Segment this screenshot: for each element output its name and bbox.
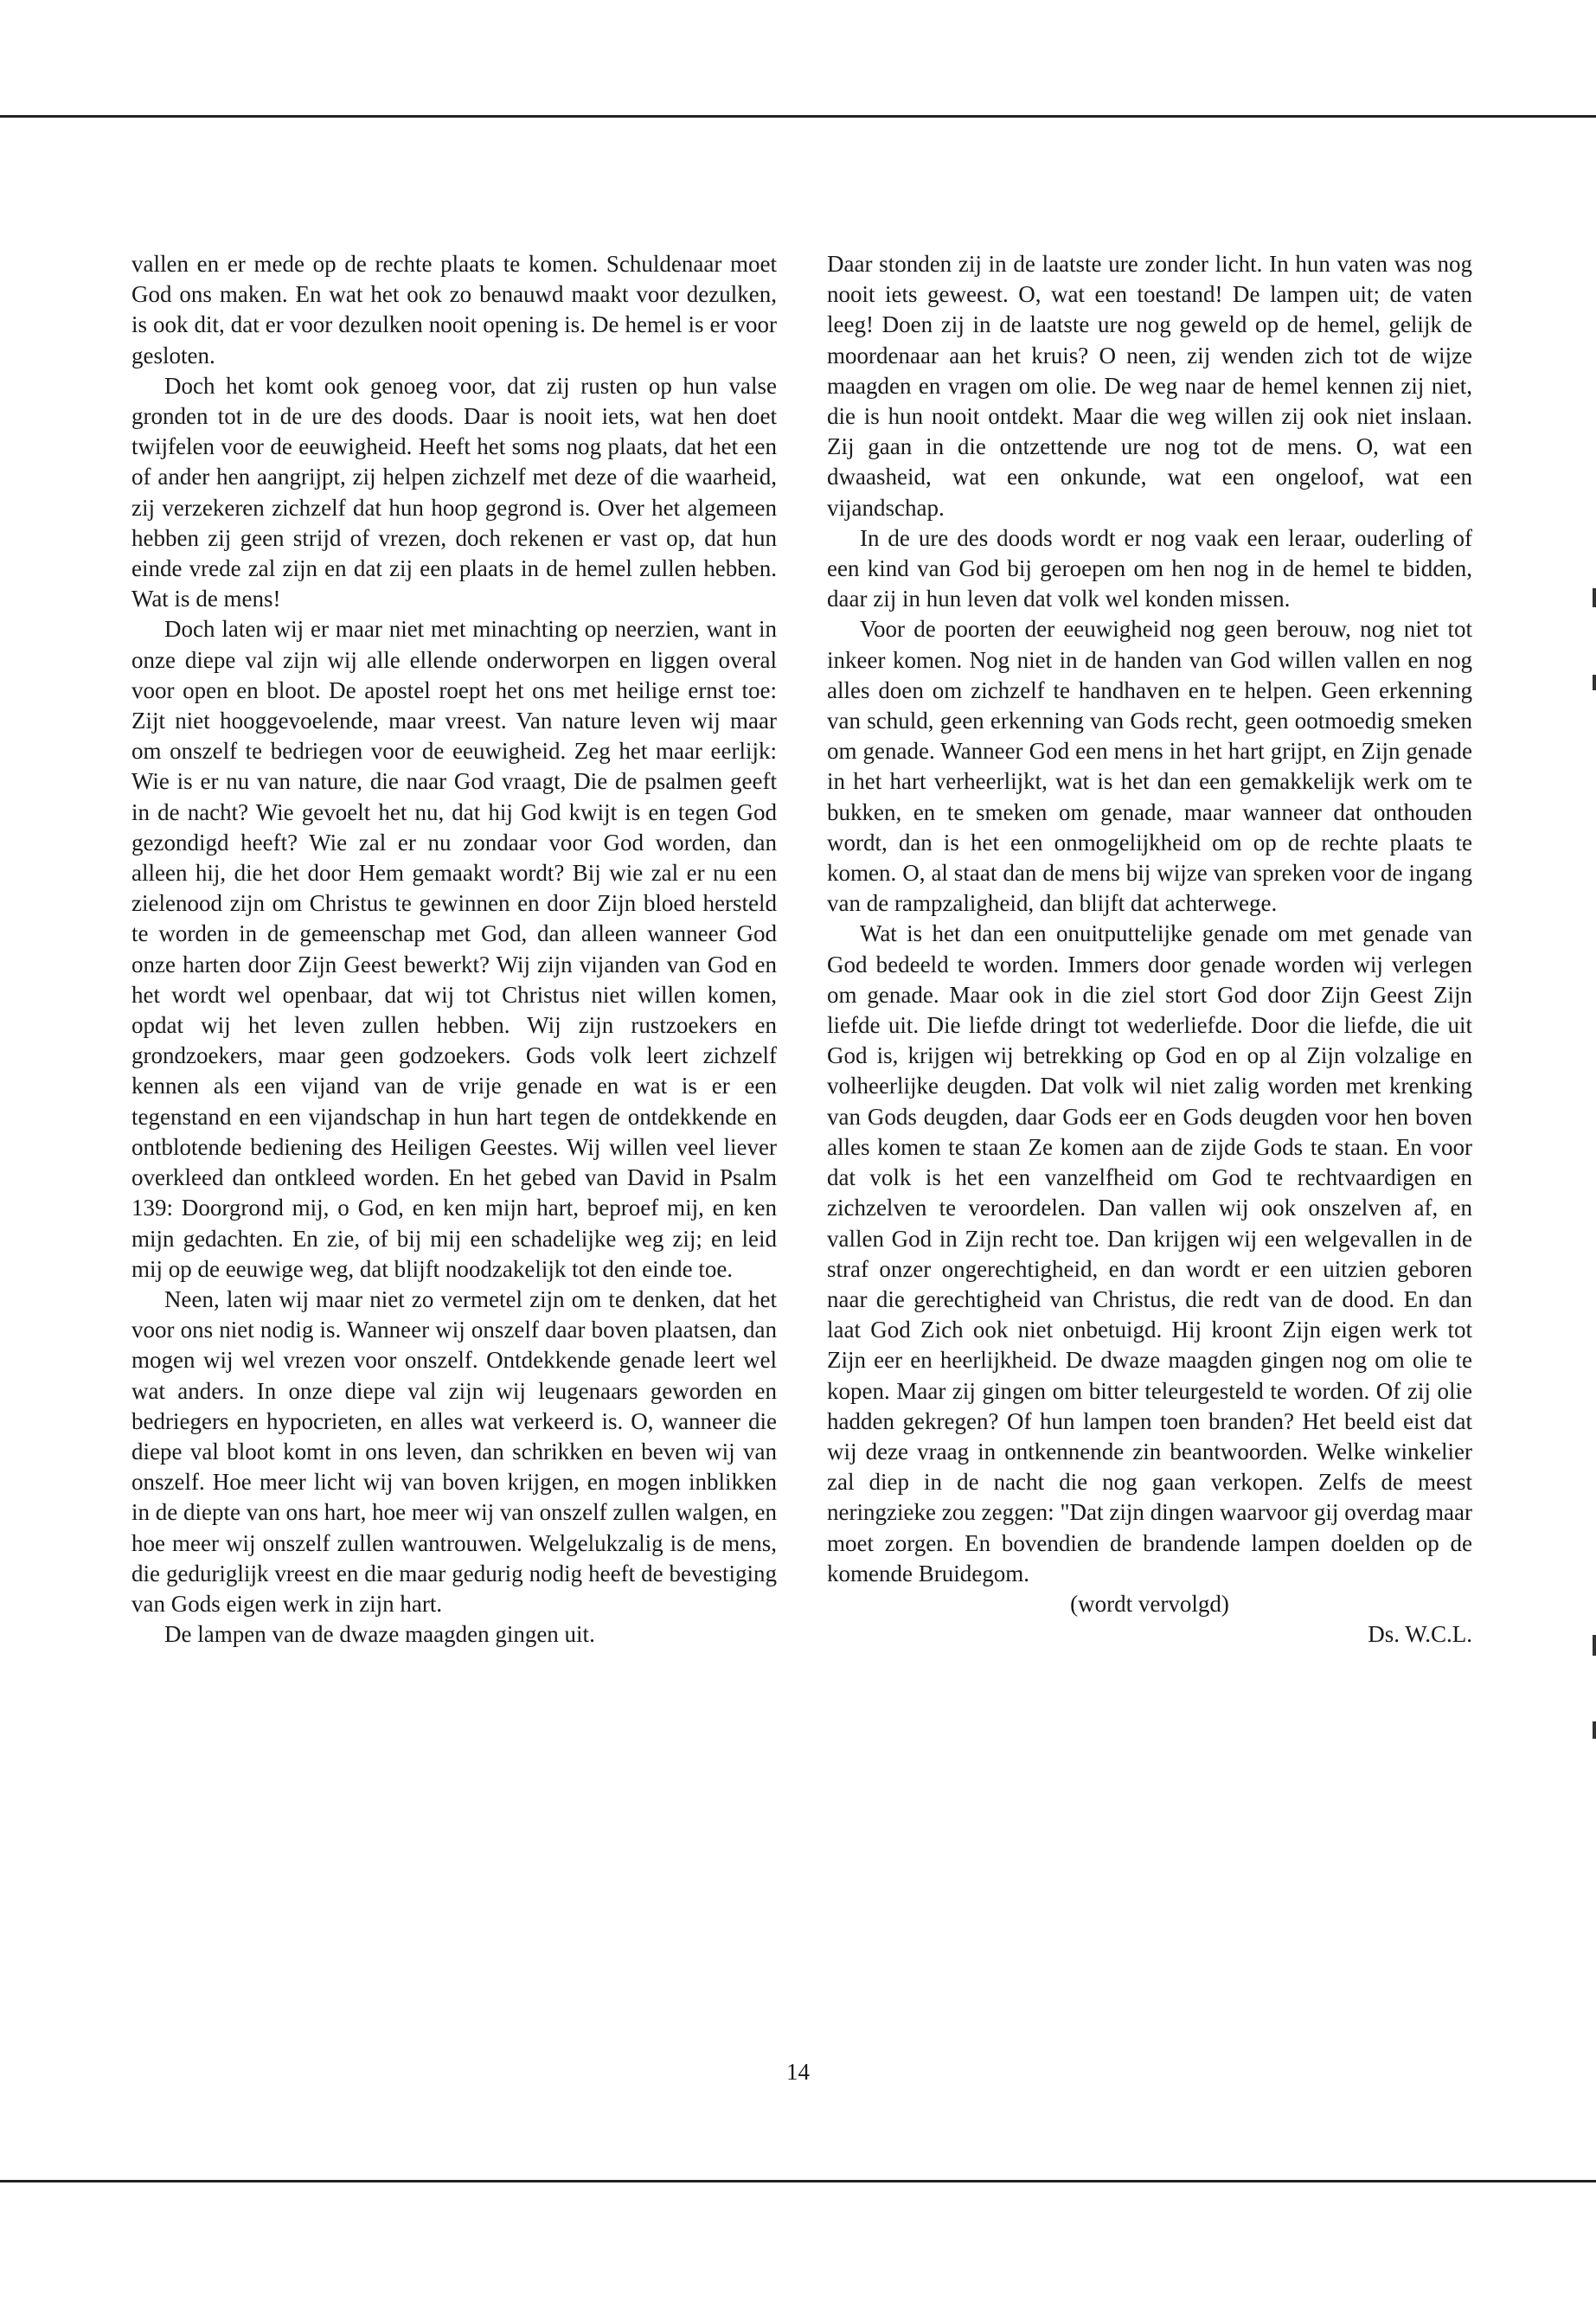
paragraph: Neen, laten wij maar niet zo vermetel zijn om te denken, dat het voor ons niet nodig is. Wanneer wij onszelf daar boven plaatsen, dan mogen wij wel vrezen voor onszelf. Ontdekkende genade leert wel wat anders. In onze diepe val zijn wij leugenaars geworden en bedriegers en hypocrieten, en alles wat verkeerd is. O, wanneer die diepe val bloot komt in ons leven, dan schrikken en beven wij van onszelf. Hoe meer licht wij van boven krijgen, en mogen inblikken in de diepte van ons hart, hoe meer wij van onszelf zullen walgen, en hoe meer wij onszelf zullen wantrouwen. Welgelukzalig is de mens, die geduriglijk vreest en die maar gedurig nodig heeft de bevestiging van Gods eigen werk in zijn hart. (131, 1285, 777, 1617)
paragraph: Doch laten wij er maar niet met minachting op neerzien, want in onze diepe val zijn wij alle ellende onderworpen en liggen overal voor open en bloot. De apostel roept het ons met heilige ernst toe: Zijt niet hooggevoelende, maar vreest. Van nature leven wij maar om onszelf te bedriegen voor de eeuwigheid. Zeg het maar eerlijk: Wie is er nu van nature, die naar God vraagt, Die de psalmen geeft in de nacht? Wie gevoelt het nu, dat hij God kwijt is en tegen God gezondigd heeft? Wie zal er nu zondaar voor God worden, dan alleen hij, die het door Hem gemaakt wordt? Bij wie zal er nu een zielenood zijn om Christus te gewinnen en door Zijn bloed hersteld te worden in de gemeenschap met God, dan alleen wanneer God onze harten door Zijn Geest bewerkt? Wij zijn vijanden van God en het wordt wel openbaar, dat wij tot Christus niet willen komen, opdat wij het leven zullen hebben. Wij zijn rustzoekers en grondzoekers, maar geen godzoekers. Gods volk leert zichzelf kennen als een vijand van de vrije genade en wat is er een tegenstand en een vijandschap in hun hart tegen de ontdekkende en ontblotende bediening des Heiligen Geestes. Wij willen veel liever overkleed dan ontkleed worden. En het gebed van David in Psalm 139: Doorgrond mij, o God, en ken mijn hart, beproef mij, en ken mijn gedachten. En zie, of bij mij een schadelijke weg zij; en leid mij op de eeuwige weg, dat blijft noodzakelijk tot den einde toe. (131, 616, 777, 1282)
author-signature: Ds. W.C.L. (1368, 1621, 1472, 1648)
left-column (131, 249, 777, 1650)
scan-edge-mark (1593, 588, 1596, 607)
paragraph: Doch het komt ook genoeg voor, dat zij rusten op hun valse gronden tot in de ure des doods. Daar is nooit iets, wat hen doet twijfelen voor de eeuwigheid. Heeft het soms nog plaats, dat het een of ander hen aangrijpt, zij helpen zichzelf met deze of die waarheid, zij verzekeren zichzelf dat hun hoop gegrond is. Over het algemeen hebben zij geen strijd of vrezen, doch rekenen er vast op, dat hun einde vrede zal zijn en dat zij een plaats in de hemel zullen hebben. Wat is de mens! (131, 372, 777, 612)
scan-edge-mark (1593, 675, 1596, 690)
page-number: 14 (786, 2059, 810, 2085)
paragraph: De lampen van de dwaze maagden gingen uit. (164, 1621, 595, 1648)
paragraph: vallen en er mede op de rechte plaats te komen. Schuldenaar moet God ons maken. En wat het ook zo benauwd maakt voor dezulken, is ook dit, dat er voor dezulken nooit opening is. De hemel is er voor gesloten. (131, 251, 777, 369)
paragraph: Voor de poorten der eeuwigheid nog geen berouw, nog niet tot inkeer komen. Nog niet in de handen van God willen vallen en nog alles doen om zichzelf te handhaven en te helpen. Geen erkenning van schuld, geen erkenning van Gods recht, geen ootmoedig smeken om genade. Wanneer God een mens in het hart grijpt, en Zijn genade in het hart verheerlijkt, wat is het dan een gemakkelijk werk om te bukken, en te smeken om genade, maar wanneer dat onthouden wordt, dan is het een onmogelijkheid om op de rechte plaats te komen. O, al staat dan de mens bij wijze van spreken voor de ingang van de rampzaligheid, dan blijft dat achterwege. (827, 616, 1472, 917)
paragraph: Daar stonden zij in de laatste ure zonder licht. In hun vaten was nog nooit iets geweest. O, wat een toestand! De lampen uit; de vaten leeg! Doen zij in de laatste ure nog geweld op de hemel, gelijk de moordenaar aan het kruis? O neen, zij wenden zich tot de wijze maagden en vragen om olie. De weg naar de hemel kennen zij niet, die is hun nooit ontdekt. Maar die weg willen zij ook niet inslaan. Zij gaan in die ontzettende ure nog tot de mens. O, wat een dwaasheid, wat een onkunde, wat een ongeloof, wat een vijandschap. (827, 251, 1472, 521)
continuation-note: (wordt vervolgd) (1070, 1590, 1229, 1617)
paragraph: Wat is het dan een onuitputtelijke genade om met genade van God bedeeld te worden. Immers door genade worden wij verlegen om genade. Maar ook in die ziel stort God door Zijn Geest Zijn liefde uit. Die liefde dringt tot wederliefde. Door die liefde, die uit God is, krijgen wij betrekking op God en op al Zijn volzalige en volheerlijke deugden. Dat volk wil niet zalig worden met krenking van Gods deugden, daar Gods eer en Gods deugden voor hen boven alles komen te staan Ze komen aan de zijde Gods te staan. En voor dat volk is het een vanzelfheid om God te rechtvaardigen en zichzelven te veroordelen. Dan vallen wij ook onszelven af, en vallen God in Zijn recht toe. Dan krijgen wij een welgevallen in de straf onzer ongerechtigheid, en dan wordt er een uitzien geboren naar die gerechtigheid van Christus, die redt van de dood. En dan laat God Zich ook niet onbetuigd. Hij kroont Zijn eigen werk tot Zijn eer en heerlijkheid. De dwaze maagden gingen nog om olie te kopen. Maar zij gingen om bitter teleurgesteld te worden. Of zij olie hadden gekregen? Of hun lampen toen branden? Het beeld eist dat wij deze vraag in ontkennende zin beantwoorden. Welke winkelier zal diep in de nacht die nog gaan verkopen. Zelfs de meest neringzieke zou zeggen: "Dat zijn dingen waarvoor gij overdag maar moet zorgen. En bovendien de brandende lampen doelden op de komende Bruidegom. (827, 920, 1472, 1586)
scan-edge-mark (1593, 1635, 1596, 1656)
right-column (827, 249, 1472, 1650)
paragraph: In de ure des doods wordt er nog vaak een leraar, ouderling of een kind van God bij geroepen om hen nog in de hemel te bidden, daar zij in hun leven dat volk wel konden missen. (827, 524, 1472, 612)
scan-edge-mark (1593, 1721, 1596, 1739)
